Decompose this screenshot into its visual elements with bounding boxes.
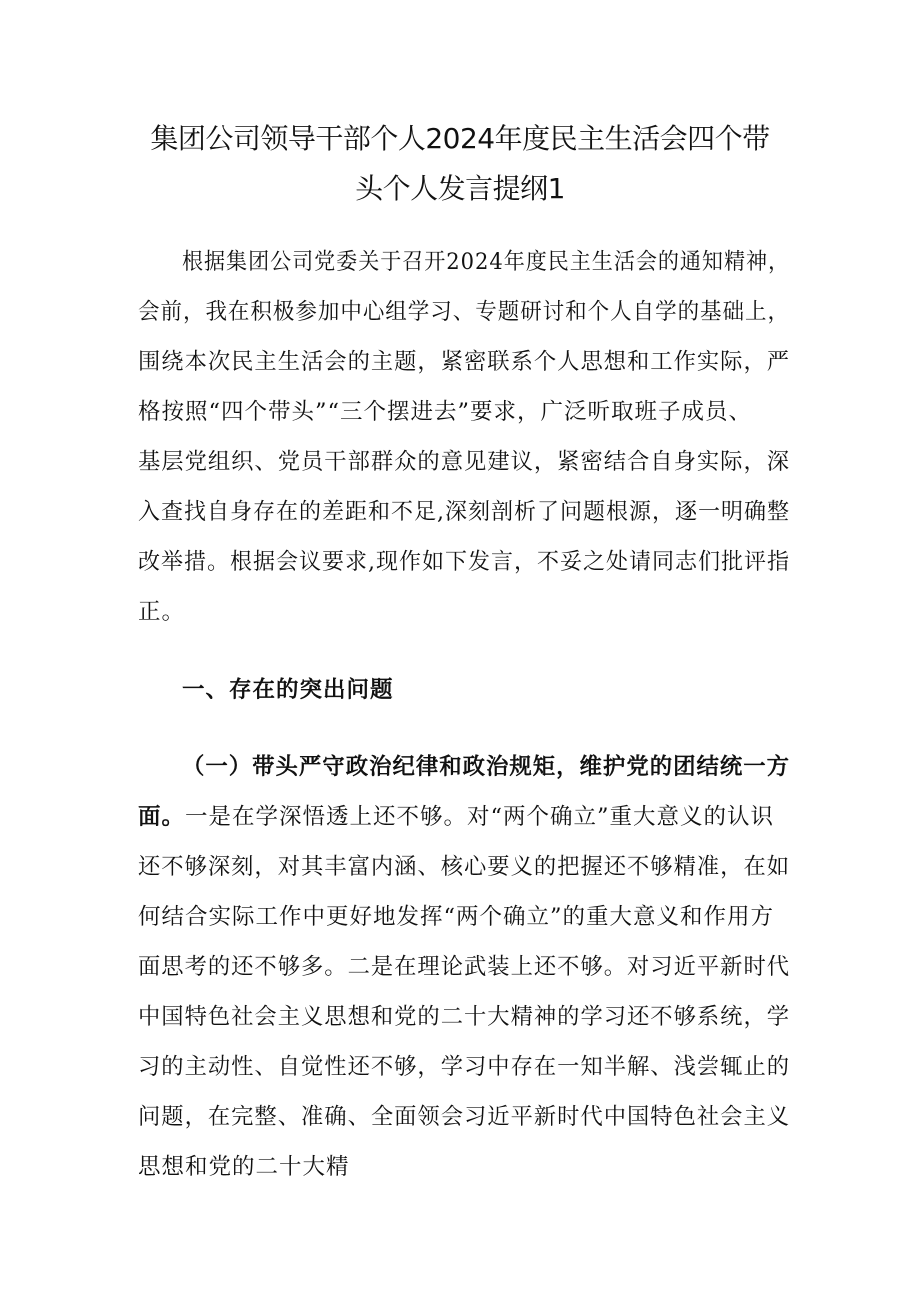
subsection-body-line: 何结合实际工作中更好地发挥“两个确立”的重大意义和作用方: [138, 904, 775, 930]
intro-line: 正。: [138, 599, 186, 625]
subsection-body-line: [138, 802, 774, 832]
subsection-heading: （一）带头严守政治纪律和政治规矩，维护党的团结统一方: [182, 754, 791, 780]
subsection-text: 一是在学深悟透上还不够。对“两个确立”重大意义的认识: [185, 804, 775, 830]
subsection-body-line: 思想和党的二十大精: [138, 1154, 350, 1180]
intro-line: 基层党组织、党员干部群众的意见建议，紧密结合自身实际，深: [138, 449, 791, 475]
subsection-body-line: 习的主动性、自觉性还不够，学习中存在一知半解、浅尝辄止的: [138, 1054, 791, 1080]
document-title-line-1: 集团公司领导干部个人2024年度民主生活会四个带: [150, 122, 770, 155]
intro-line: 会前，我在积极参加中心组学习、专题研讨和个人自学的基础上，: [138, 299, 791, 325]
intro-line: 根据集团公司党委关于召开2024年度民主生活会的通知精神，: [182, 249, 791, 275]
subsection-body-line: 问题，在完整、准确、全面领会习近平新时代中国特色社会主义: [138, 1104, 791, 1130]
subsection-body-line: 面思考的还不够多。二是在理论武装上还不够。对习近平新时代: [138, 954, 791, 980]
intro-line: 入查找自身存在的差距和不足,深刻剖析了问题根源，逐一明确整: [138, 499, 790, 525]
document-title-line-2: 头个人发言提纲1: [355, 172, 565, 205]
intro-line: 围绕本次民主生活会的主题，紧密联系个人思想和工作实际，严: [138, 349, 791, 375]
intro-line: 格按照“四个带头”“三个摆进去”要求，广泛听取班子成员、: [138, 399, 753, 425]
intro-line: 改举措。根据会议要求,现作如下发言，不妥之处请同志们批评指: [138, 549, 790, 575]
section-heading: 一、存在的突出问题: [182, 677, 394, 703]
subsection-heading-end: 面。: [138, 804, 186, 830]
subsection-body-line: 中国特色社会主义思想和党的二十大精神的学习还不够系统，学: [138, 1004, 791, 1030]
subsection-body-line: 还不够深刻，对其丰富内涵、核心要义的把握还不够精准，在如: [138, 854, 791, 880]
